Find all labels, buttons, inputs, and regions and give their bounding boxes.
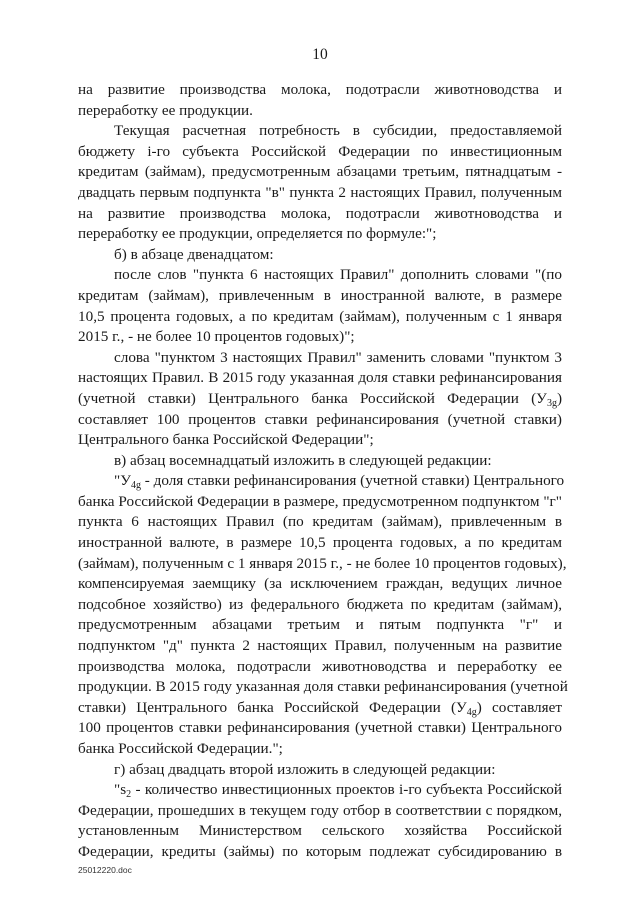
text-line-continuation: - количество инвестиционных проектов i-го субъекта Российской	[131, 781, 562, 799]
text-line	[78, 739, 562, 760]
text-line-content: Текущая расчетная потребность в субсидии, предоставляемой	[114, 122, 562, 140]
text-line-content: банка Российской Федерации.";	[78, 740, 283, 757]
text-line-content: "s	[114, 781, 127, 799]
text-line	[78, 348, 562, 369]
text-line	[78, 615, 562, 636]
text-line-content: кредитам (займам), привлеченным в иностранной валюте, в размере	[78, 286, 562, 304]
text-line-continuation: )	[556, 389, 562, 407]
text-line-content: Центрального банка Российской Федерации";	[78, 431, 374, 449]
text-line-content: иностранной валюте, в размере 10,5 процента годовых, а по кредитам	[78, 534, 562, 552]
text-line	[78, 204, 562, 225]
text-line-content: установленным Министерством сельского хозяйства Российской	[78, 822, 562, 840]
text-line	[78, 224, 562, 245]
text-line-content: 10,5 процента годовых, а по кредитам (займам), полученным с 1 января	[78, 307, 562, 325]
text-line-content: 100 процентов ставки рефинансирования (учетной ставки) Центрального	[78, 719, 562, 737]
text-line-content: подпунктом "д" пункта 2 настоящих Правил, полученным на развитие	[78, 637, 562, 655]
text-line-content: (займам), полученным с 1 января 2015 г., - не более 10 процентов годовых),	[78, 554, 567, 572]
text-line-content: переработку ее продукции.	[78, 101, 253, 119]
text-line	[78, 121, 562, 142]
text-line-content: 2015 г., - не более 10 процентов годовых)";	[78, 328, 355, 346]
subscript: 4g	[130, 480, 141, 492]
text-line	[78, 677, 568, 698]
text-line-content: банка Российской Федерации в размере, предусмотренном подпунктом "г"	[78, 492, 562, 510]
text-line-content: двадцать первым подпункта "в" пункта 2 настоящих Правил, полученным	[78, 183, 562, 201]
text-line	[78, 80, 562, 101]
text-line-content: "У	[114, 472, 131, 490]
text-line	[78, 554, 567, 575]
text-line-content: составляет 100 процентов ставки рефинансирования (учетной ставки)	[78, 410, 562, 428]
text-line	[78, 471, 565, 492]
text-line-content: Федерации, прошедших в текущем году отбор в соответствии с порядком,	[78, 801, 562, 819]
text-line	[78, 327, 562, 348]
text-line	[78, 307, 562, 328]
text-line-content: предусмотренным абзацами третьим и пятым подпункта "г" и	[78, 616, 562, 634]
text-line	[78, 162, 562, 183]
text-line-content: подсобное хозяйство) из федерального бюджета по кредитам (займам),	[78, 595, 562, 613]
text-line	[78, 512, 562, 533]
text-line-content: б) в абзаце двенадцатом:	[114, 245, 274, 263]
text-line	[78, 574, 562, 595]
text-line	[78, 430, 562, 451]
text-line	[78, 265, 562, 286]
text-line	[78, 533, 562, 554]
text-line-content: настоящих Правил. В 2015 году указанная доля ставки рефинансирования	[78, 369, 562, 387]
text-line-content: на развитие производства молока, подотрасли животноводства и	[78, 81, 562, 98]
text-line	[78, 760, 562, 781]
subscript: 2	[126, 789, 132, 801]
text-line-content: в) абзац восемнадцатый изложить в следующей редакции:	[114, 451, 492, 469]
text-line	[78, 821, 562, 842]
text-line-content: после слов "пункта 6 настоящих Правил" дополнить словами "(по	[114, 266, 562, 284]
text-line-content: бюджету i-го субъекта Российской Федерации по инвестиционным	[78, 142, 562, 160]
text-line	[78, 842, 562, 863]
subscript: 3g	[546, 397, 557, 409]
text-line	[78, 801, 562, 822]
text-line-content: слова "пунктом 3 настоящих Правил" заменить словами "пунктом 3	[114, 348, 562, 366]
subscript: 4g	[466, 706, 477, 718]
page-number: 10	[312, 46, 328, 63]
text-line	[78, 657, 562, 678]
text-line-content: на развитие производства молока, подотрасли животноводства и	[78, 204, 562, 222]
text-line-content: пункта 6 настоящих Правил (по кредитам (займам), привлеченным в	[78, 513, 562, 531]
text-line-content: Федерации, кредиты (займы) по которым подлежат субсидированию в	[78, 842, 562, 860]
text-line	[78, 698, 562, 719]
text-line	[78, 286, 562, 307]
text-line-content: (учетной ставки) Центрального банка Российской Федерации (У	[78, 389, 547, 407]
text-line	[78, 389, 562, 410]
text-line-content: г) абзац двадцать второй изложить в следующей редакции:	[114, 760, 496, 778]
text-line-content: продукции. В 2015 году указанная доля ставки рефинансирования (учетной	[78, 678, 568, 696]
text-line	[78, 245, 562, 266]
file-name-footer: 25012220.doc	[78, 865, 132, 875]
text-line	[78, 183, 562, 204]
text-line	[78, 595, 562, 616]
text-line	[78, 451, 562, 472]
text-line-content: компенсируемая заемщику (за исключением граждан, ведущих личное	[78, 575, 562, 593]
document-body	[78, 80, 568, 863]
text-line-content: производства молока, подотрасли животноводства и переработку ее	[78, 657, 562, 675]
text-line	[78, 780, 562, 801]
text-line-content: кредитам (займам), предусмотренным абзацами третьим, пятнадцатым -	[78, 163, 562, 181]
text-line	[78, 368, 562, 389]
text-line	[78, 101, 562, 122]
text-line	[78, 492, 562, 513]
text-line-content: переработку ее продукции, определяется по формуле:";	[78, 225, 437, 243]
text-line	[78, 718, 562, 739]
text-line-continuation: ) составляет	[476, 698, 562, 716]
text-line	[78, 636, 562, 657]
text-line	[78, 410, 562, 431]
text-line-content: ставки) Центрального банка Российской Федерации (У	[78, 698, 467, 716]
text-line-continuation: - доля ставки рефинансирования (учетной ставки) Центрального	[140, 472, 565, 490]
text-line	[78, 142, 562, 163]
